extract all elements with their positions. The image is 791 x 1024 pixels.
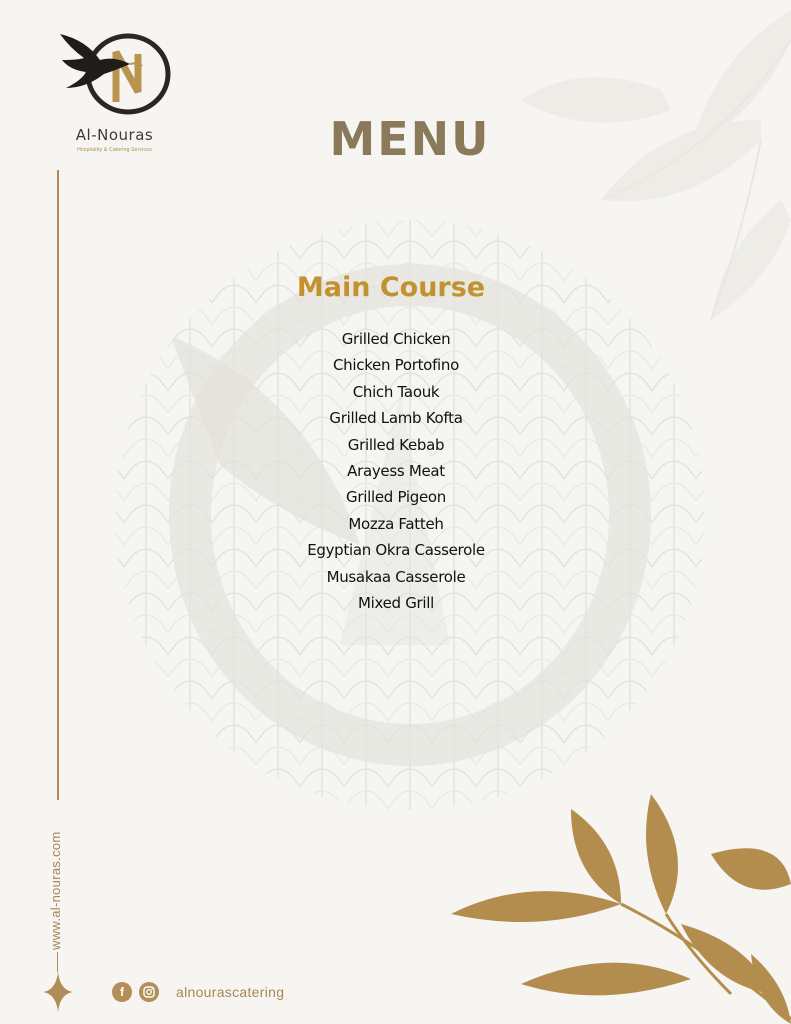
menu-item: Grilled Pigeon <box>346 488 446 507</box>
menu-item: Arayess Meat <box>347 461 445 480</box>
gold-leaves-icon <box>451 794 791 1024</box>
menu-item: Chich Taouk <box>352 382 440 401</box>
instagram-icon[interactable] <box>139 982 159 1002</box>
section-title: Main Course <box>296 272 486 303</box>
social-footer <box>112 981 284 1003</box>
dove-n-logo-icon <box>56 30 174 118</box>
brand-logo <box>52 30 177 160</box>
menu-item: Grilled Chicken <box>341 330 451 348</box>
left-divider <box>57 170 59 800</box>
website-link[interactable]: www.al-nouras.com <box>48 831 63 950</box>
brand-tagline: Hospitality & Catering Services <box>77 147 152 153</box>
facebook-icon[interactable]: f <box>112 982 132 1002</box>
sparkle-icon <box>43 972 73 1012</box>
page-title: MENU <box>329 112 491 166</box>
menu-list <box>230 326 562 616</box>
menu-item: Mozza Fatteh <box>348 514 444 533</box>
menu-item: Musakaa Casserole <box>326 567 466 586</box>
social-handle[interactable]: alnourascatering <box>176 984 285 1000</box>
menu-item: Chicken Portofino <box>333 356 459 375</box>
left-divider-small <box>57 952 58 972</box>
menu-item: Egyptian Okra Casserole <box>307 541 485 560</box>
menu-item: Mixed Grill <box>357 593 435 612</box>
instagram-glyph-icon <box>143 986 155 998</box>
brand-name: Al-Nouras <box>75 126 154 144</box>
menu-item: Grilled Kebab <box>347 435 445 454</box>
menu-item: Grilled Lamb Kofta <box>329 409 463 428</box>
